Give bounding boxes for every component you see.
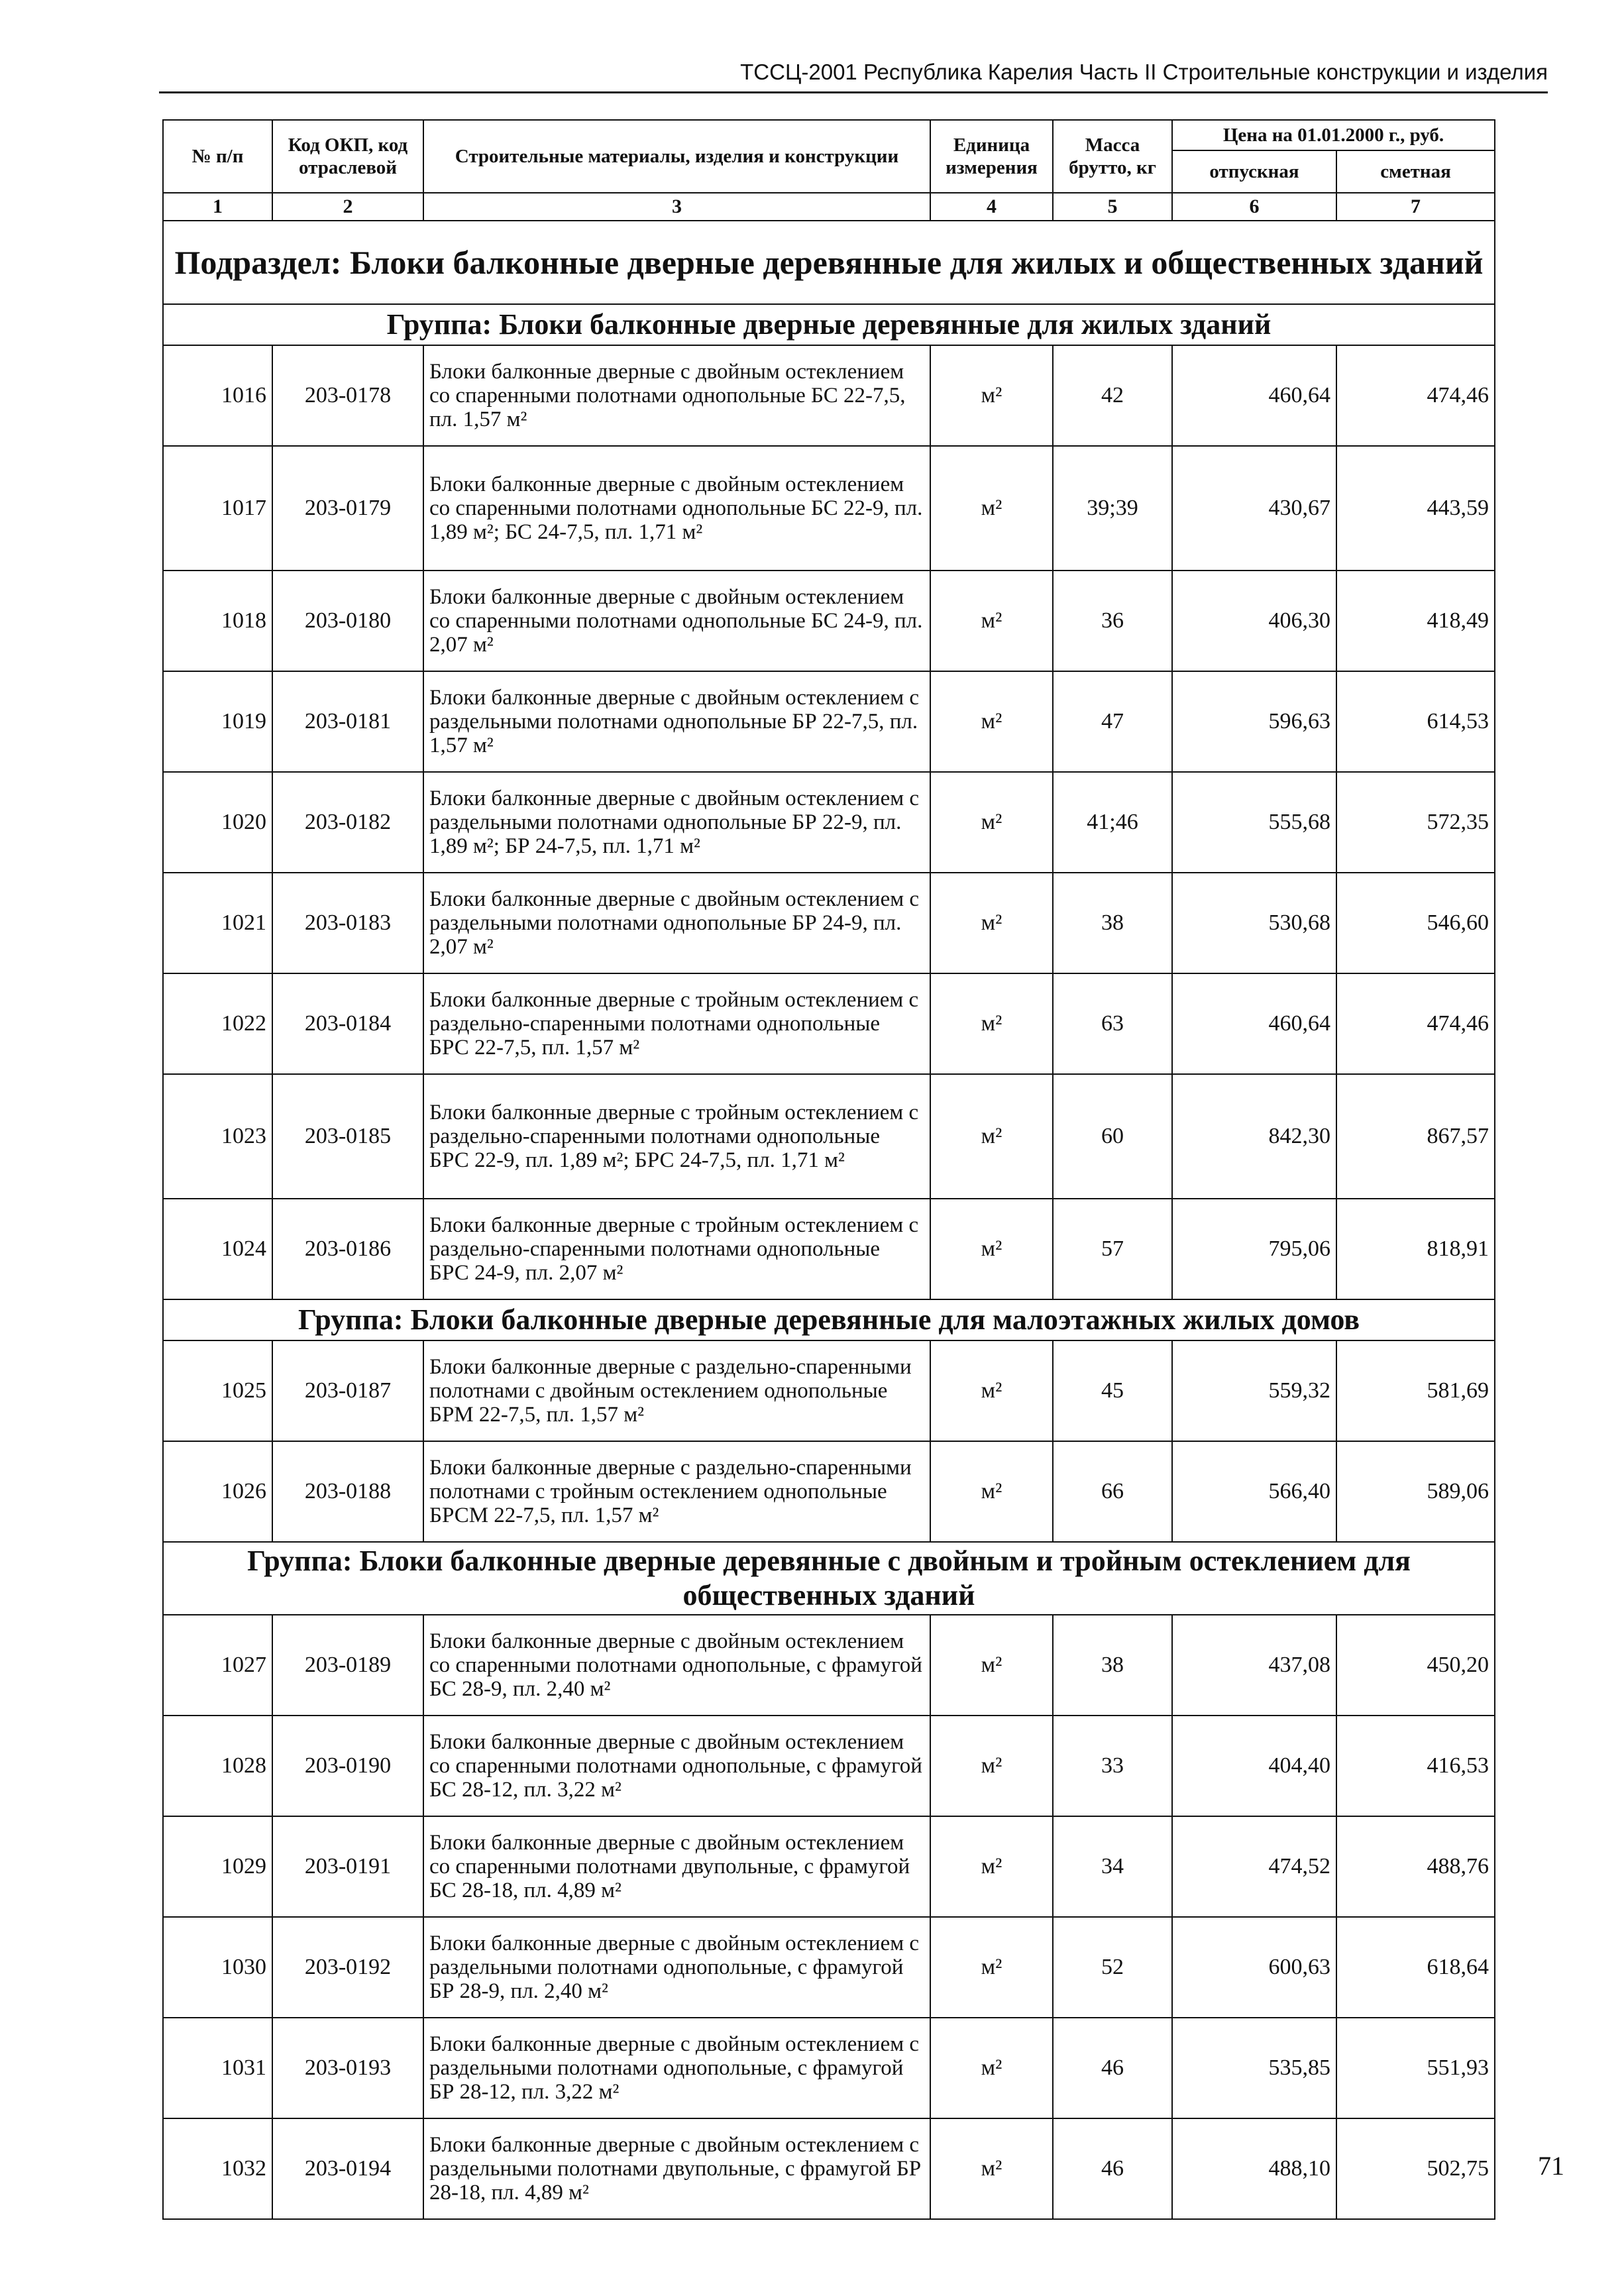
row-code: 203-0185 (272, 1074, 423, 1199)
row-number: 1024 (163, 1199, 272, 1299)
row-mass: 45 (1053, 1340, 1172, 1441)
col-header-name: Строительные материалы, изделия и конструкции (423, 120, 930, 193)
row-price-release: 460,64 (1172, 345, 1336, 446)
col-header-unit: Единица измерения (930, 120, 1053, 193)
row-code: 203-0188 (272, 1441, 423, 1542)
row-material-name: Блоки балконные дверные с двойным остеклением со спаренными полотнами однопольные, с фрамугой БС 28-12, пл. 3,22 м² (423, 1716, 930, 1816)
column-number: 4 (930, 193, 1053, 221)
row-price-release: 406,30 (1172, 571, 1336, 671)
row-unit: м² (930, 446, 1053, 571)
row-price-estimate: 450,20 (1336, 1615, 1495, 1716)
row-mass: 63 (1053, 973, 1172, 1074)
row-number: 1017 (163, 446, 272, 571)
row-price-release: 530,68 (1172, 873, 1336, 973)
row-material-name: Блоки балконные дверные с тройным остеклением с раздельно-спаренными полотнами однопольные БРС 22-9, пл. 1,89 м²; БРС 24-7,5, пл. 1,71 м² (423, 1074, 930, 1199)
column-number: 2 (272, 193, 423, 221)
group-title: Группа: Блоки балконные дверные деревянные для малоэтажных жилых домов (163, 1299, 1495, 1340)
subsection-row (163, 221, 1495, 304)
table-row (163, 1816, 1495, 1917)
row-material-name: Блоки балконные дверные с двойным остеклением со спаренными полотнами однопольные БС 24-9, пл. 2,07 м² (423, 571, 930, 671)
row-price-release: 474,52 (1172, 1816, 1336, 1917)
row-number: 1028 (163, 1716, 272, 1816)
row-code: 203-0181 (272, 671, 423, 772)
row-price-release: 460,64 (1172, 973, 1336, 1074)
row-mass: 33 (1053, 1716, 1172, 1816)
table-row (163, 1615, 1495, 1716)
row-material-name: Блоки балконные дверные с двойным остеклением со спаренными полотнами однопольные, с фрамугой БС 28-9, пл. 2,40 м² (423, 1615, 930, 1716)
table-row (163, 772, 1495, 873)
row-price-release: 430,67 (1172, 446, 1336, 571)
row-number: 1023 (163, 1074, 272, 1199)
row-price-estimate: 551,93 (1336, 2018, 1495, 2118)
table-row (163, 2118, 1495, 2219)
row-mass: 60 (1053, 1074, 1172, 1199)
row-price-estimate: 581,69 (1336, 1340, 1495, 1441)
column-number: 5 (1053, 193, 1172, 221)
row-material-name: Блоки балконные дверные с двойным остеклением с раздельными полотнами однопольные БР 24-9, пл. 2,07 м² (423, 873, 930, 973)
row-material-name: Блоки балконные дверные с двойным остеклением со спаренными полотнами двупольные, с фрамугой БС 28-18, пл. 4,89 м² (423, 1816, 930, 1917)
table-row (163, 873, 1495, 973)
col-header-code: Код ОКП, код отраслевой (272, 120, 423, 193)
row-number: 1030 (163, 1917, 272, 2018)
row-number: 1027 (163, 1615, 272, 1716)
row-code: 203-0178 (272, 345, 423, 446)
group-row (163, 1542, 1495, 1615)
page-number: 71 (1538, 2151, 1564, 2181)
row-code: 203-0182 (272, 772, 423, 873)
row-number: 1016 (163, 345, 272, 446)
row-price-estimate: 443,59 (1336, 446, 1495, 571)
row-mass: 52 (1053, 1917, 1172, 2018)
row-material-name: Блоки балконные дверные с двойным остеклением с раздельными полотнами однопольные БР 22-7,5, пл. 1,57 м² (423, 671, 930, 772)
table-row (163, 1074, 1495, 1199)
row-price-release: 555,68 (1172, 772, 1336, 873)
row-number: 1025 (163, 1340, 272, 1441)
row-number: 1031 (163, 2018, 272, 2118)
table-row (163, 973, 1495, 1074)
row-mass: 66 (1053, 1441, 1172, 1542)
column-number: 3 (423, 193, 930, 221)
row-number: 1032 (163, 2118, 272, 2219)
group-title: Группа: Блоки балконные дверные деревянные для жилых зданий (163, 304, 1495, 345)
row-price-estimate: 589,06 (1336, 1441, 1495, 1542)
row-mass: 38 (1053, 1615, 1172, 1716)
row-material-name: Блоки балконные дверные с двойным остеклением с раздельными полотнами однопольные БР 22-9, пл. 1,89 м²; БР 24-7,5, пл. 1,71 м² (423, 772, 930, 873)
row-code: 203-0190 (272, 1716, 423, 1816)
running-header-title: ТССЦ-2001 Республика Карелия Часть II Строительные конструкции и изделия (740, 60, 1548, 84)
row-material-name: Блоки балконные дверные с двойным остеклением с раздельными полотнами однопольные, с фрамугой БР 28-12, пл. 3,22 м² (423, 2018, 930, 2118)
col-header-price-estimate: сметная (1336, 150, 1495, 193)
row-price-estimate: 502,75 (1336, 2118, 1495, 2219)
row-code: 203-0189 (272, 1615, 423, 1716)
row-unit: м² (930, 1441, 1053, 1542)
row-price-release: 559,32 (1172, 1340, 1336, 1441)
row-material-name: Блоки балконные дверные с раздельно-спаренными полотнами с двойным остеклением однопольные БРМ 22-7,5, пл. 1,57 м² (423, 1340, 930, 1441)
row-mass: 39;39 (1053, 446, 1172, 571)
row-mass: 38 (1053, 873, 1172, 973)
table-head (163, 120, 1495, 221)
row-code: 203-0192 (272, 1917, 423, 2018)
group-title: Группа: Блоки балконные дверные деревянные с двойным и тройным остеклением для общественных зданий (163, 1542, 1495, 1615)
table-row (163, 671, 1495, 772)
row-price-release: 535,85 (1172, 2018, 1336, 2118)
row-price-estimate: 572,35 (1336, 772, 1495, 873)
price-table (162, 119, 1495, 2220)
group-row (163, 304, 1495, 345)
table-row (163, 446, 1495, 571)
row-code: 203-0194 (272, 2118, 423, 2219)
row-price-release: 437,08 (1172, 1615, 1336, 1716)
row-unit: м² (930, 973, 1053, 1074)
row-number: 1022 (163, 973, 272, 1074)
row-price-estimate: 867,57 (1336, 1074, 1495, 1199)
row-unit: м² (930, 2018, 1053, 2118)
table-body (163, 221, 1495, 2219)
row-unit: м² (930, 571, 1053, 671)
row-mass: 36 (1053, 571, 1172, 671)
column-number: 7 (1336, 193, 1495, 221)
col-header-no: № п/п (163, 120, 272, 193)
row-code: 203-0193 (272, 2018, 423, 2118)
row-price-estimate: 546,60 (1336, 873, 1495, 973)
row-unit: м² (930, 772, 1053, 873)
row-price-release: 842,30 (1172, 1074, 1336, 1199)
row-material-name: Блоки балконные дверные с двойным остеклением со спаренными полотнами однопольные БС 22-7,5, пл. 1,57 м² (423, 345, 930, 446)
table-row (163, 345, 1495, 446)
row-price-estimate: 418,49 (1336, 571, 1495, 671)
row-material-name: Блоки балконные дверные с двойным остеклением с раздельными полотнами двупольные, с фрамугой БР 28-18, пл. 4,89 м² (423, 2118, 930, 2219)
table-row (163, 1716, 1495, 1816)
row-code: 203-0179 (272, 446, 423, 571)
row-code: 203-0187 (272, 1340, 423, 1441)
row-price-release: 404,40 (1172, 1716, 1336, 1816)
row-price-estimate: 614,53 (1336, 671, 1495, 772)
row-price-estimate: 416,53 (1336, 1716, 1495, 1816)
table-row (163, 571, 1495, 671)
row-unit: м² (930, 1340, 1053, 1441)
row-number: 1019 (163, 671, 272, 772)
row-price-release: 488,10 (1172, 2118, 1336, 2219)
row-mass: 47 (1053, 671, 1172, 772)
row-code: 203-0183 (272, 873, 423, 973)
row-mass: 42 (1053, 345, 1172, 446)
row-unit: м² (930, 873, 1053, 973)
row-price-release: 795,06 (1172, 1199, 1336, 1299)
column-number: 6 (1172, 193, 1336, 221)
col-header-price-release: отпускная (1172, 150, 1336, 193)
row-number: 1029 (163, 1816, 272, 1917)
subsection-title: Подраздел: Блоки балконные дверные деревянные для жилых и общественных зданий (163, 221, 1495, 304)
row-mass: 46 (1053, 2118, 1172, 2219)
running-header (159, 53, 1548, 93)
table-row (163, 1917, 1495, 2018)
row-price-release: 600,63 (1172, 1917, 1336, 2018)
row-code: 203-0191 (272, 1816, 423, 1917)
row-unit: м² (930, 671, 1053, 772)
row-number: 1018 (163, 571, 272, 671)
row-mass: 41;46 (1053, 772, 1172, 873)
row-price-release: 596,63 (1172, 671, 1336, 772)
row-number: 1021 (163, 873, 272, 973)
row-material-name: Блоки балконные дверные с двойным остеклением с раздельными полотнами однопольные, с фрамугой БР 28-9, пл. 2,40 м² (423, 1917, 930, 2018)
row-price-estimate: 818,91 (1336, 1199, 1495, 1299)
row-number: 1026 (163, 1441, 272, 1542)
row-code: 203-0180 (272, 571, 423, 671)
table-row (163, 2018, 1495, 2118)
row-material-name: Блоки балконные дверные с тройным остеклением с раздельно-спаренными полотнами однопольные БРС 24-9, пл. 2,07 м² (423, 1199, 930, 1299)
column-number: 1 (163, 193, 272, 221)
row-unit: м² (930, 1917, 1053, 2018)
row-mass: 46 (1053, 2018, 1172, 2118)
row-unit: м² (930, 1615, 1053, 1716)
row-material-name: Блоки балконные дверные с тройным остеклением с раздельно-спаренными полотнами однопольные БРС 22-7,5, пл. 1,57 м² (423, 973, 930, 1074)
row-material-name: Блоки балконные дверные с двойным остеклением со спаренными полотнами однопольные БС 22-9, пл. 1,89 м²; БС 24-7,5, пл. 1,71 м² (423, 446, 930, 571)
table-row (163, 1199, 1495, 1299)
column-numbers-row (163, 193, 1495, 221)
table-row (163, 1340, 1495, 1441)
row-mass: 57 (1053, 1199, 1172, 1299)
table-row (163, 1441, 1495, 1542)
row-unit: м² (930, 2118, 1053, 2219)
col-header-mass: Масса брутто, кг (1053, 120, 1172, 193)
row-code: 203-0184 (272, 973, 423, 1074)
row-price-estimate: 488,76 (1336, 1816, 1495, 1917)
row-unit: м² (930, 1816, 1053, 1917)
row-unit: м² (930, 1716, 1053, 1816)
col-header-price-group: Цена на 01.01.2000 г., руб. (1172, 120, 1495, 150)
row-price-release: 566,40 (1172, 1441, 1336, 1542)
row-material-name: Блоки балконные дверные с раздельно-спаренными полотнами с тройным остеклением однопольные БРСМ 22-7,5, пл. 1,57 м² (423, 1441, 930, 1542)
row-unit: м² (930, 1199, 1053, 1299)
row-code: 203-0186 (272, 1199, 423, 1299)
row-price-estimate: 618,64 (1336, 1917, 1495, 2018)
row-mass: 34 (1053, 1816, 1172, 1917)
row-unit: м² (930, 1074, 1053, 1199)
row-price-estimate: 474,46 (1336, 973, 1495, 1074)
row-unit: м² (930, 345, 1053, 446)
group-row (163, 1299, 1495, 1340)
row-price-estimate: 474,46 (1336, 345, 1495, 446)
row-number: 1020 (163, 772, 272, 873)
